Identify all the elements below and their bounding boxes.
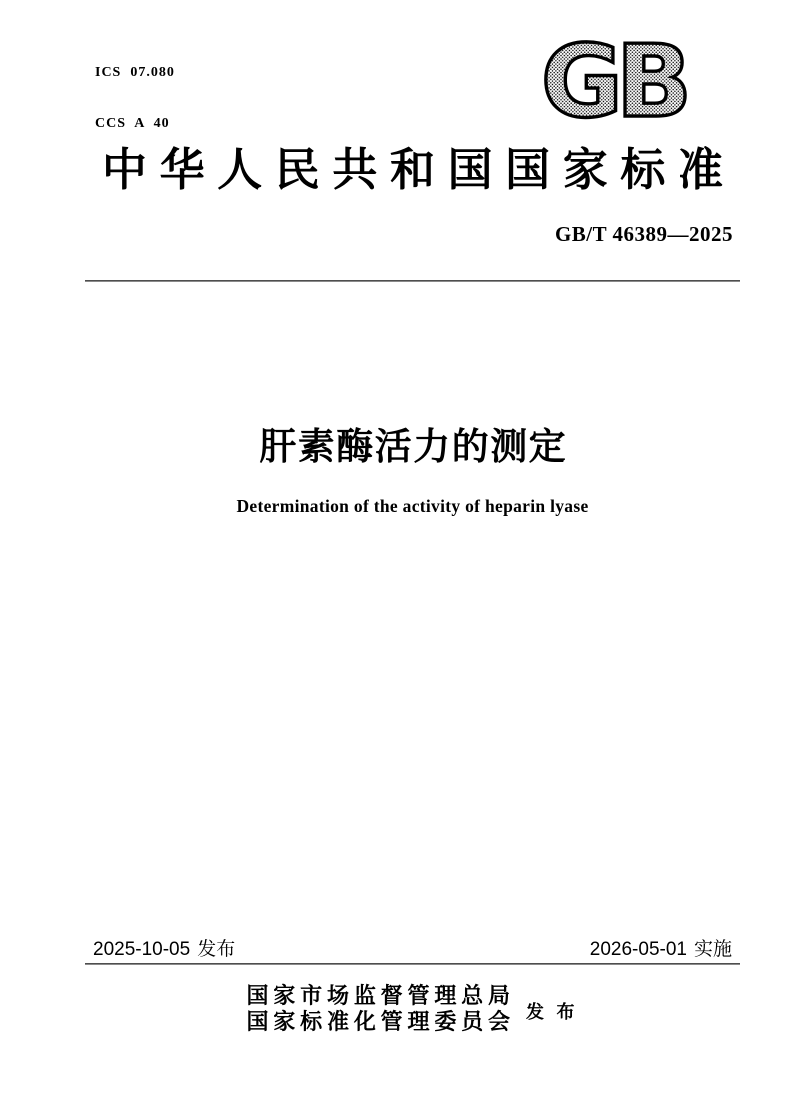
release-label: 发 布 xyxy=(526,1002,579,1022)
dates-row xyxy=(85,934,740,961)
publisher-names xyxy=(246,983,515,1035)
standard-number: GB/T 46389—2025 xyxy=(554,222,733,246)
issue-date-item xyxy=(85,934,243,961)
ccs-code: CCS A 40 xyxy=(95,116,170,131)
implement-date-item xyxy=(582,934,740,961)
implement-date: 2026-05-01 xyxy=(589,939,687,960)
gb-logo-text: GB xyxy=(540,36,686,120)
top-divider-line xyxy=(85,280,740,282)
publisher-block xyxy=(85,983,740,1035)
publisher-line-2: 国家标准化管理委员会 xyxy=(246,1009,515,1034)
national-standard-title-text: 中华人民共和国国家标准 xyxy=(101,145,736,195)
document-title-cn xyxy=(85,423,740,471)
national-standard-title xyxy=(85,143,740,197)
gb-logo xyxy=(538,36,688,120)
publisher-line-1: 国家市场监督管理总局 xyxy=(246,983,515,1008)
implement-date-label: 实施 xyxy=(693,939,732,960)
gb-logo-graphic xyxy=(538,36,688,120)
bottom-divider-line xyxy=(85,963,740,965)
document-title-cn-text: 肝素酶活力的测定 xyxy=(259,425,568,468)
document-title-en: Determination of the activity of heparin lyase xyxy=(236,496,589,516)
ics-code: ICS 07.080 xyxy=(95,65,175,80)
issue-date-label: 发布 xyxy=(197,939,236,960)
issue-date: 2025-10-05 xyxy=(93,939,191,960)
